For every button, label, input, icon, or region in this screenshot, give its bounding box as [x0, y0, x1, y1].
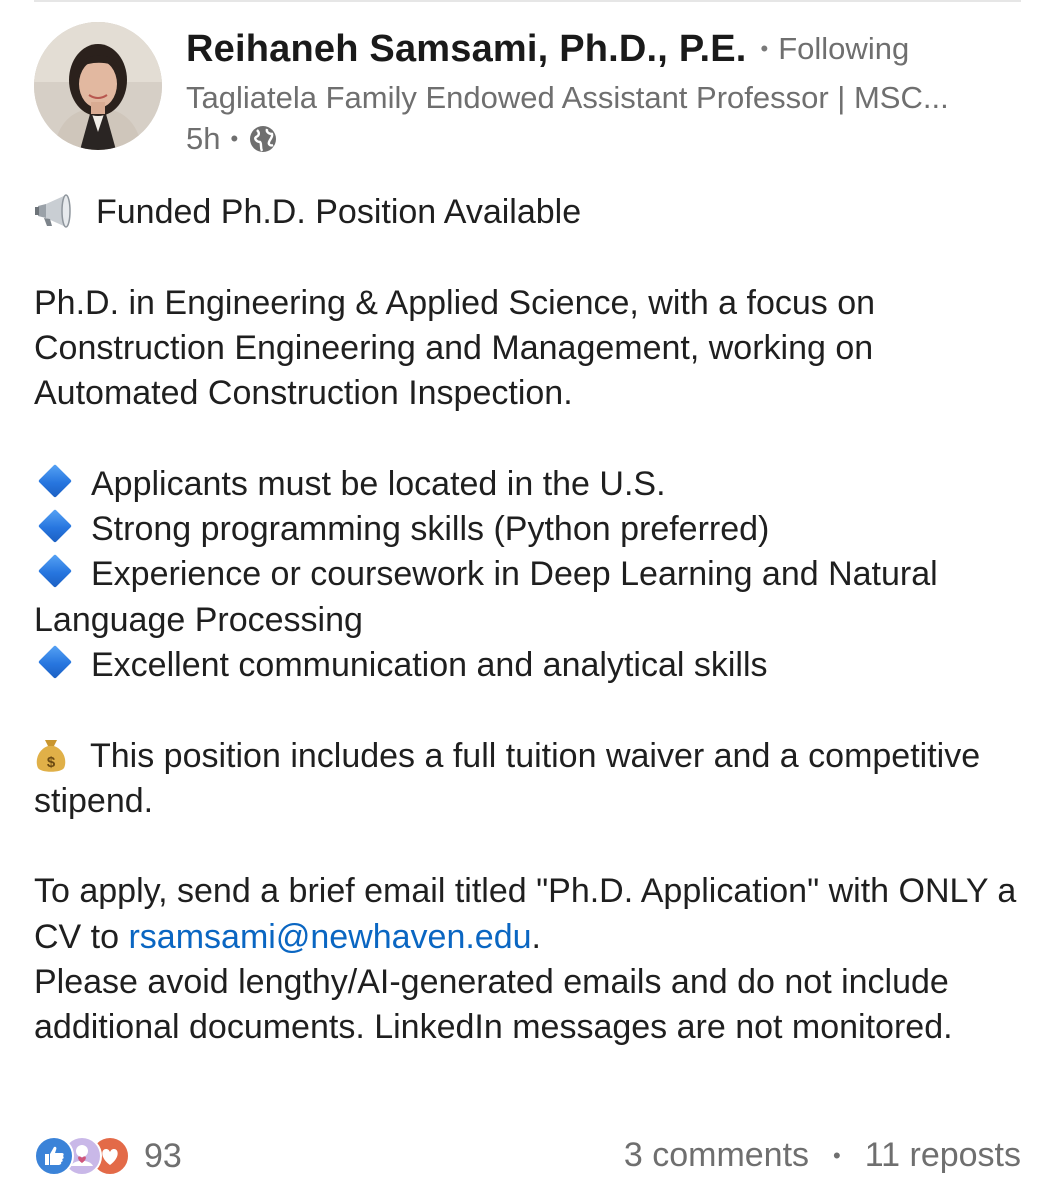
separator-dot: •: [230, 126, 239, 151]
email-link[interactable]: rsamsami@newhaven.edu: [128, 917, 532, 956]
requirement-item: Strong programming skills (Python preferred): [34, 507, 1024, 552]
requirement-item: Excellent communication and analytical skills: [34, 643, 1024, 688]
post-body: [34, 190, 1024, 1051]
post-intro: Ph.D. in Engineering & Applied Science, with a focus on Construction Engineering and Management, working on Automated Construction Inspection.: [34, 283, 876, 413]
megaphone-icon: [34, 192, 74, 230]
apply-instructions: To apply, send a brief email titled "Ph.D. Application" with ONLY a CV to rsamsami@newhaven.edu.: [34, 872, 1017, 956]
blue-diamond-icon: [38, 554, 72, 588]
blue-diamond-icon: [38, 464, 72, 498]
svg-text:$: $: [46, 753, 56, 771]
post-title-line: [34, 190, 1024, 235]
requirement-item: Applicants must be located in the U.S.: [34, 462, 1024, 507]
post-header: [34, 20, 1021, 160]
separator-dot: •: [833, 1142, 841, 1168]
top-divider: [34, 0, 1021, 2]
social-counts-bar: [34, 1130, 1021, 1182]
like-icon: [34, 1136, 74, 1176]
separator-dot: •: [760, 36, 769, 61]
author-name[interactable]: Reihaneh Samsami, Ph.D., P.E.: [186, 27, 747, 70]
reaction-count: 93: [144, 1136, 182, 1175]
reposts-count[interactable]: 11 reposts: [864, 1136, 1021, 1174]
post-title: Funded Ph.D. Position Available: [96, 193, 582, 231]
funding-line: [34, 734, 1024, 825]
author-avatar[interactable]: [34, 22, 162, 150]
requirement-item: Experience or coursework in Deep Learning and Natural Language Processing: [34, 555, 938, 639]
reactions-summary[interactable]: [34, 1136, 182, 1176]
follow-status[interactable]: Following: [778, 31, 910, 66]
apply-note: Please avoid lengthy/AI-generated emails and do not include additional documents. LinkedIn messages are not monitored.: [34, 963, 953, 1047]
comments-count[interactable]: 3 comments: [623, 1136, 810, 1174]
post-timestamp: 5h: [186, 121, 221, 156]
money-bag-icon: [34, 736, 68, 774]
funding-text: This position includes a full tuition waiver and a competitive stipend.: [34, 736, 981, 820]
author-headline: Tagliatela Family Endowed Assistant Professor | MSC...: [186, 80, 949, 115]
blue-diamond-icon: [38, 509, 72, 543]
blue-diamond-icon: [38, 645, 72, 679]
globe-icon: [248, 124, 278, 154]
